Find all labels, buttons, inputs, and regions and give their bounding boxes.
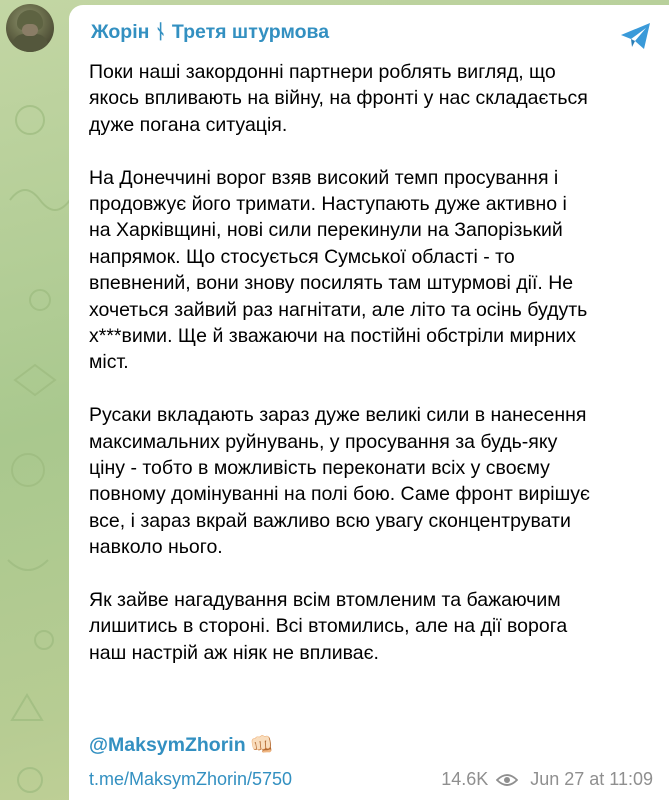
message-meta: [441, 769, 653, 790]
mention-text[interactable]: @MaksymZhorin: [89, 734, 246, 756]
eye-icon: [496, 773, 518, 787]
view-count: 14.6K: [441, 769, 489, 789]
fist-emoji-icon: 👊🏻: [249, 734, 274, 756]
post-paragraph-1: Поки наші закордонні партнери роблять вигляд, що якось впливають на війну, на фронті у нас складається дуже погана ситуація.: [89, 61, 588, 136]
post-paragraph-3: Русаки вкладають зараз дуже великі сили в нанесення максимальних руйнувань, у просування за будь-яку ціну - тобто в можливість переконати всіх у своєму повному домінуванні на полі бою. Саме фронт вирішує все, і зараз вкрай важливо всю увагу сконцентрувати навколо нього.: [89, 404, 590, 559]
share-icon[interactable]: [619, 21, 653, 51]
author-mention[interactable]: [89, 733, 274, 757]
channel-name[interactable]: Жорін ᚾ Третя штурмова: [91, 21, 330, 43]
avatar-torso: [12, 34, 48, 52]
avatar-face: [22, 24, 38, 36]
message-timestamp: Jun 27 at 11:09: [530, 769, 653, 789]
post-text: [89, 59, 665, 693]
post-paragraph-2: На Донеччині ворог взяв високий темп просування і продовжує його тримати. Наступають дуже активно і на Харківщині, нові сили перекинули на Запорізький напрямок. Що стосується Сумської області - то впевнений, вони знову посилять там штурмові дії. Не хочеться зайвий раз нагнітати, але літо та осінь будуть х***вими. Ще й зважаючи на постійні обстріли мирних міст.: [89, 166, 588, 374]
post-paragraph-4: Як зайве нагадування всім втомленим та бажаючим лишитись в стороні. Всі втомились, але на дії ворога наш настрій аж ніяк не впливає.: [89, 589, 568, 664]
post-link[interactable]: t.me/MaksymZhorin/5750: [89, 769, 293, 789]
message-bubble: [69, 5, 669, 800]
channel-avatar[interactable]: [6, 4, 54, 52]
